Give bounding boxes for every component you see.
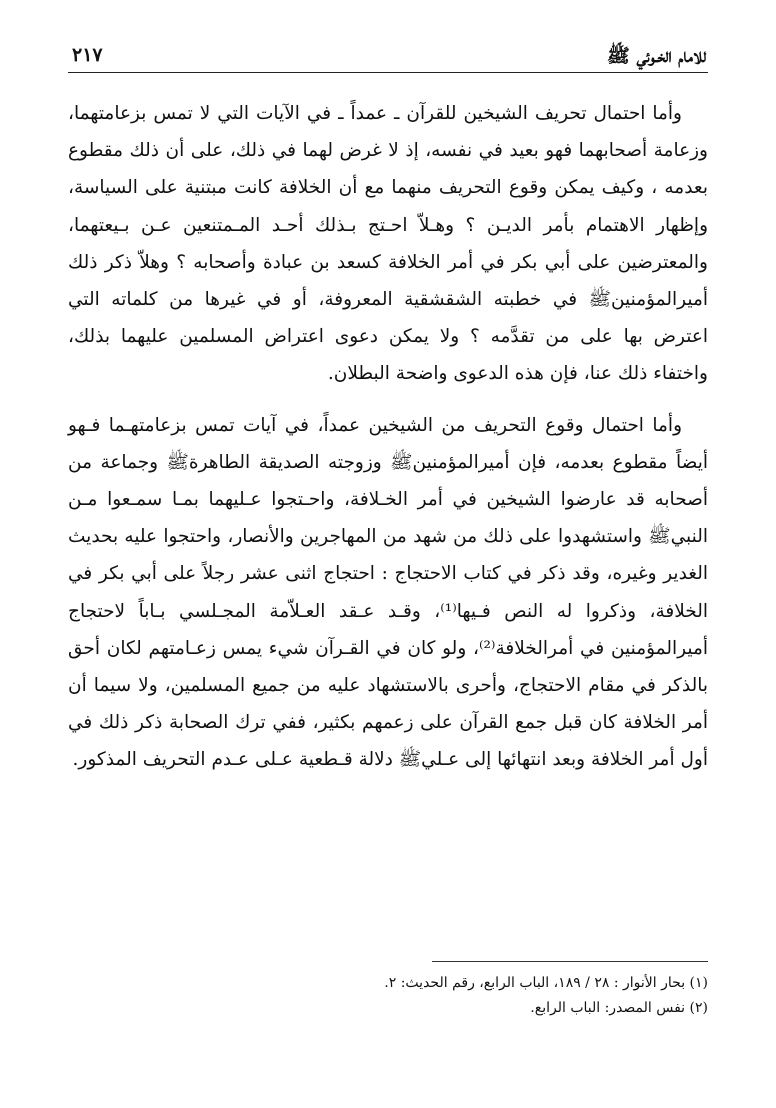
footnotes xyxy=(68,971,708,1021)
document-page xyxy=(68,36,708,1076)
footnote-1: (١) بحار الأنوار : ٢٨ / ١٨٩، الباب الرابع، رقم الحديث: ٢. xyxy=(384,975,708,991)
page-header xyxy=(68,36,708,73)
paragraph-1: وأما احتمال تحريف الشيخين للقرآن ـ عمداً ـ في الآيات التي لا تمس بزعامتهما، وزعامة أصحابهما فهو بعيد في نفسه، إذ لا غرض لهما في ذلك، على أن ذلك مقطوع بعدمه ، وكيف يمكن وقوع التحريف منهما مع أن الخلافة كانت مبتنية على السياسة، وإظهار الاهتمام بأمر الديـن ؟ وهـلاّ احـتج بـذلك أحـد المـمتنعين عـن بـيعتهما، والمعترضين على أبي بكر في أمر الخلافة كسعد بن عبادة وأصحابه ؟ وهلاّ ذكر ذلك أميرالمؤمنينﷺ في خطبته الشقشقية المعروفة، أو في غيرها من كلماته التي اعترض بها على من تقدَّمه ؟ ولا يمكن دعوى اعتراض المسلمين عليهما بذلك، واختفاء ذلك عنا، فإن هذه الدعوى واضحة البطلان. xyxy=(68,103,708,385)
footnote-2: (٢) نفس المصدر: الباب الرابع. xyxy=(530,1000,708,1016)
running-title: للامام الخـوئي ﷺ xyxy=(606,45,706,67)
body-text xyxy=(68,95,708,779)
footnote-divider xyxy=(432,961,708,962)
page-number: ٢١٧ xyxy=(72,44,103,66)
paragraph-2: وأما احتمال وقوع التحريف من الشيخين عمداً، في آيات تمس بزعامتهـما فـهو أيضاً مقطوع بعدمه، فإن أميرالمؤمنينﷺ وزوجته الصديقة الطاهرةﷺ وجماعة من أصحابه قد عارضوا الشيخين في أمر الخـلافة، واحـتجوا عـليهما بمـا سمـعوا مـن النبيﷺ واستشهدوا على ذلك من شهد من المهاجرين والأنصار، واحتجوا عليه بحديث الغدير وغيره، وقد ذكر في كتاب الاحتجاج : احتجاج اثنى عشر رجلاً على أبي بكر في الخلافة، وذكروا له النص فـيها⁽¹⁾، وقـد عـقد العـلاّمة المجـلسي بـاباً لاحتجاج أميرالمؤمنين في أمرالخلافة⁽²⁾، ولو كان في القـرآن شيء يمس زعـامتهم لكان أحق بالذكر في مقام الاحتجاج، وأحرى بالاستشهاد عليه من جميع المسلمين، ولا سيما أن أمر الخلافة كان قبل جمع القرآن على زعمهم بكثير، ففي ترك الصحابة ذكر ذلك في أول أمر الخلافة وبعد انتهائها إلى عـليﷺ دلالة قـطعية عـلى عـدم التحريف المذكور. xyxy=(68,414,709,771)
